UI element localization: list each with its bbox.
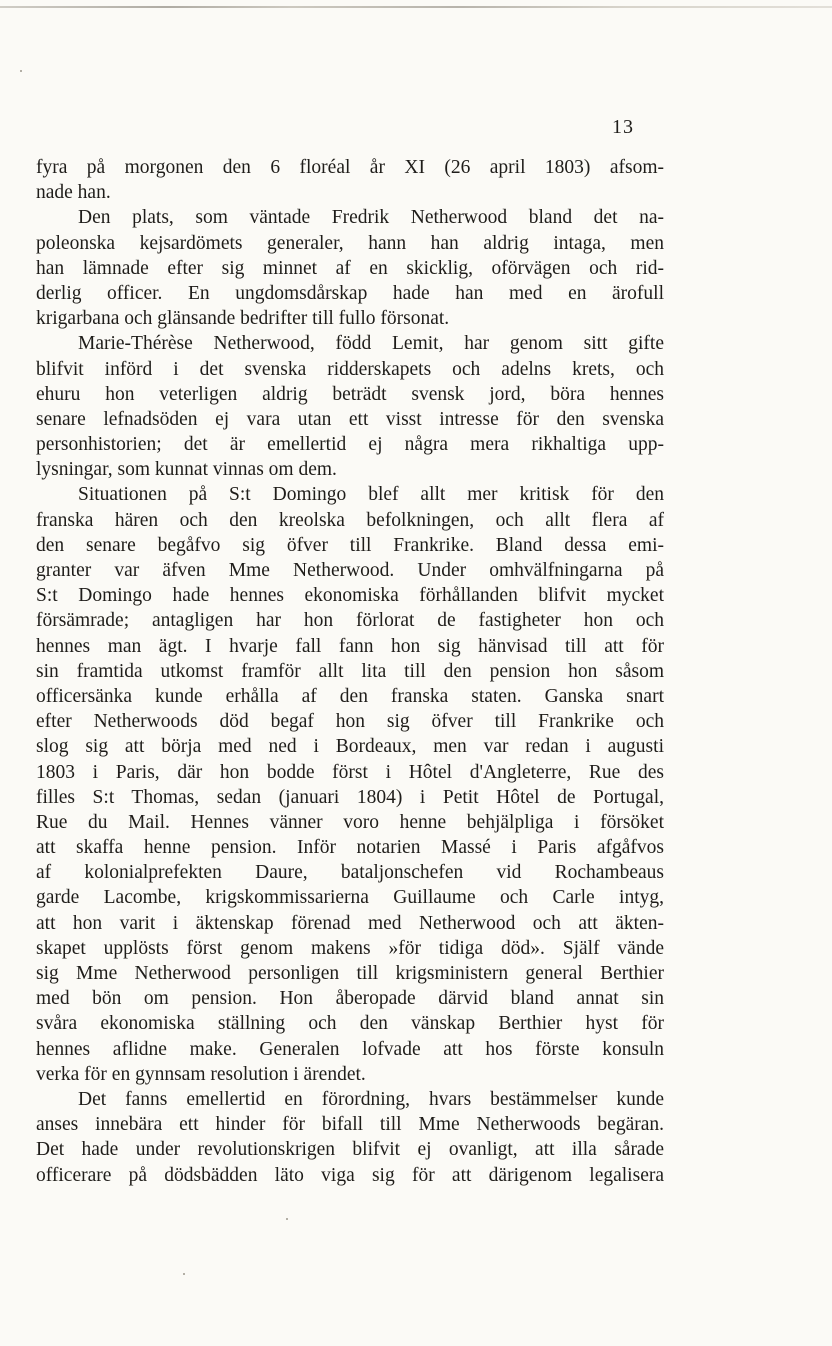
text-line: filles S:t Thomas, sedan (januari 1804) i Petit Hôtel de Portugal, — [36, 786, 664, 808]
text-line: fyra på morgonen den 6 floréal år XI (26 april 1803) afsom- — [36, 157, 664, 178]
text-line: Situationen på S:t Domingo blef allt mer kritisk för den — [78, 484, 664, 506]
text-line: sig Mme Netherwood personligen till krigsministern general Berthier — [36, 963, 664, 984]
text-line: poleonska kejsardömets generaler, hann han aldrig intaga, men — [36, 232, 664, 254]
text-line: franska hären och den kreolska befolkningen, och allt flera af — [36, 509, 664, 531]
scan-edge-rule — [0, 6, 832, 8]
text-line: hennes man ägt. I hvarje fall fann hon sig hänvisad till att för — [36, 635, 664, 657]
text-line: af kolonialprefekten Daure, bataljonschefen vid Rochambeaus — [36, 862, 664, 884]
scan-speck — [20, 70, 22, 72]
text-line: skapet upplösts först genom makens »för tidiga död». Själf vände — [36, 937, 664, 959]
text-line: försämrade; antagligen har hon förlorat de fastigheter hon och — [36, 610, 664, 632]
text-line: Rue du Mail. Hennes vänner voro henne behjälpliga i försöket — [36, 811, 664, 833]
text-line: senare lefnadsöden ej vara utan ett visst intresse för den svenska — [36, 408, 664, 430]
scan-speck — [286, 1218, 288, 1220]
text-line: anses innebära ett hinder för bifall till Mme Netherwoods begäran. — [36, 1114, 664, 1136]
text-line: verka för en gynnsam resolution i ärendet. — [36, 1063, 366, 1085]
text-line: Marie-Thérèse Netherwood, född Lemit, har genom sitt gifte — [78, 333, 664, 355]
text-line: lysningar, som kunnat vinnas om dem. — [36, 459, 337, 481]
text-line: 1803 i Paris, där hon bodde först i Hôtel d'Angleterre, Rue des — [36, 761, 664, 783]
text-line: Det fanns emellertid en förordning, hvars bestämmelser kunde — [78, 1088, 664, 1110]
text-line: hennes aflidne make. Generalen lofvade att hos förste konsuln — [36, 1038, 664, 1060]
text-line: han lämnade efter sig minnet af en skicklig, oförvägen och rid- — [36, 257, 664, 279]
scan-speck — [183, 1273, 185, 1275]
text-line: krigarbana och glänsande bedrifter till fullo försonat. — [36, 308, 450, 330]
page-number: 13 — [612, 116, 634, 138]
text-line: sin framtida utkomst framför allt lita till den pension hon såsom — [36, 660, 664, 682]
text-line: S:t Domingo hade hennes ekonomiska förhållanden blifvit mycket — [36, 585, 664, 607]
text-line: svåra ekonomiska ställning och den vänskap Berthier hyst för — [36, 1013, 664, 1035]
text-line: den senare begåfvo sig öfver till Frankrike. Bland dessa emi- — [36, 534, 664, 556]
text-line: officerare på dödsbädden läto viga sig för att därigenom legalisera — [36, 1164, 664, 1186]
text-line: efter Netherwoods död begaf hon sig öfver till Frankrike och — [36, 711, 664, 733]
text-line: ehuru hon veterligen aldrig beträdt svensk jord, böra hennes — [36, 383, 664, 405]
text-line: med bön om pension. Hon åberopade därvid bland annat sin — [36, 988, 664, 1010]
text-line: officersänka kunde erhålla af den franska staten. Ganska snart — [36, 685, 664, 707]
text-line: personhistorien; det är emellertid ej några mera rikhaltiga upp- — [36, 434, 664, 456]
text-line: slog sig att börja med ned i Bordeaux, men var redan i augusti — [36, 736, 664, 758]
text-line: blifvit införd i det svenska ridderskapets och adelns krets, och — [36, 358, 664, 380]
text-line: Det hade under revolutionskrigen blifvit ej ovanligt, att illa sårade — [36, 1139, 664, 1161]
text-line: granter var äfven Mme Netherwood. Under omhvälfningarna på — [36, 560, 664, 581]
text-line: Den plats, som väntade Fredrik Netherwood bland det na- — [78, 207, 664, 229]
text-line: att hon varit i äktenskap förenad med Netherwood och att äkten- — [36, 912, 664, 934]
text-line: att skaffa henne pension. Inför notarien Massé i Paris afgåfvos — [36, 837, 664, 859]
text-line: garde Lacombe, krigskommissarierna Guillaume och Carle intyg, — [36, 887, 664, 909]
text-line: nade han. — [36, 182, 111, 204]
body-text — [36, 155, 664, 1188]
text-line: derlig officer. En ungdomsdårskap hade han med en ärofull — [36, 282, 664, 304]
